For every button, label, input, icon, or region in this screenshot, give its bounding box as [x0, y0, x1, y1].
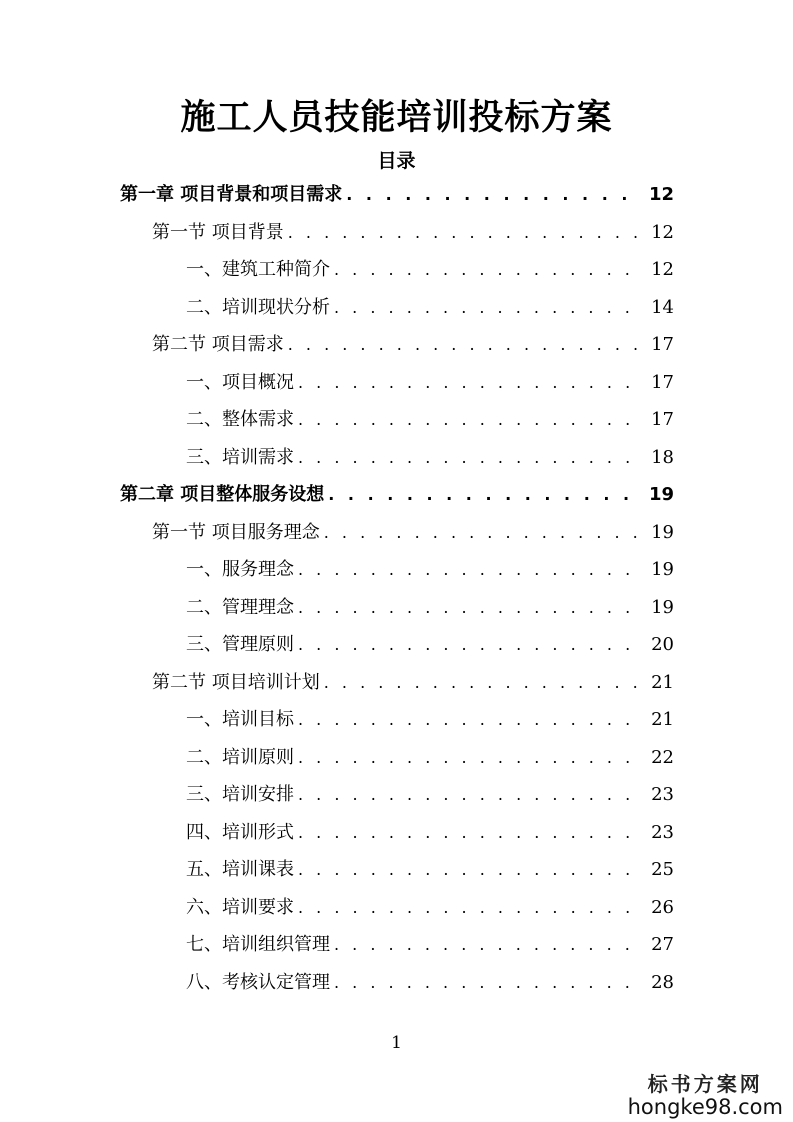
toc-entry-label: 七、培训组织管理	[186, 934, 330, 955]
toc-entry[interactable]	[186, 293, 674, 323]
toc-dot-leader	[298, 373, 642, 392]
toc-entry[interactable]	[186, 780, 674, 810]
toc-entry[interactable]	[186, 555, 674, 585]
toc-heading: 目录	[377, 150, 416, 172]
toc-dot-leader	[346, 185, 642, 204]
toc-dot-leader	[298, 598, 642, 617]
toc-entry-label: 第一节 项目服务理念	[152, 521, 320, 543]
toc-dot-leader	[298, 898, 642, 917]
toc-entry[interactable]	[152, 330, 674, 360]
toc-dot-leader	[298, 560, 642, 579]
toc-entry[interactable]	[186, 443, 674, 473]
toc-entry-label: 八、考核认定管理	[186, 971, 330, 993]
toc-entry-page: 19	[651, 596, 674, 618]
toc-entry-label: 第二章 项目整体服务设想	[120, 484, 325, 505]
toc-entry-page: 18	[651, 446, 674, 468]
watermark-url: hongke98.com	[627, 1095, 783, 1119]
watermark-logo	[628, 1068, 783, 1119]
toc-entry-label: 二、管理理念	[186, 596, 294, 618]
toc-entry[interactable]	[186, 255, 674, 285]
toc-dot-leader	[324, 673, 642, 692]
toc-entry-page: 27	[651, 934, 674, 955]
toc-entry-page: 17	[651, 409, 674, 430]
toc-entry-page: 14	[651, 296, 674, 318]
page-number: 1	[391, 1033, 402, 1053]
toc-entry[interactable]	[120, 480, 674, 510]
toc-entry-label: 六、培训要求	[186, 896, 294, 918]
toc-entry-label: 五、培训课表	[186, 859, 294, 880]
toc-dot-leader	[328, 485, 642, 504]
toc-entry-page: 21	[651, 709, 674, 730]
toc-dot-leader	[334, 260, 642, 279]
toc-entry-page: 12	[651, 221, 674, 243]
toc-entry[interactable]	[186, 968, 674, 998]
toc-entry-page: 19	[648, 484, 674, 505]
toc-entry-label: 第二节 项目培训计划	[152, 671, 320, 693]
toc-entry-page: 26	[651, 896, 674, 918]
toc-entry-page: 12	[651, 259, 674, 280]
toc-entry[interactable]	[186, 818, 674, 848]
toc-dot-leader	[334, 973, 642, 992]
toc-entry[interactable]	[186, 630, 674, 660]
toc-dot-leader	[324, 523, 642, 542]
toc-entry-label: 一、项目概况	[186, 371, 294, 393]
toc-entry[interactable]	[186, 705, 674, 735]
toc-entry-label: 二、培训现状分析	[186, 296, 330, 318]
toc-entry-label: 三、培训需求	[186, 446, 294, 468]
toc-entry[interactable]	[120, 180, 674, 210]
toc-dot-leader	[298, 748, 642, 767]
toc-entry-label: 第一章 项目背景和项目需求	[120, 184, 343, 205]
toc-entry-page: 22	[651, 746, 674, 768]
toc-entry-page: 21	[651, 671, 674, 693]
toc-dot-leader	[288, 335, 642, 354]
toc-dot-leader	[288, 223, 642, 242]
toc-dot-leader	[298, 785, 642, 804]
toc-entry-label: 四、培训形式	[186, 821, 294, 843]
toc-entry-label: 第二节 项目需求	[152, 334, 284, 355]
toc-entry[interactable]	[186, 743, 674, 773]
toc-entry-label: 一、培训目标	[186, 709, 294, 730]
toc-entry-label: 第一节 项目背景	[152, 221, 284, 243]
toc-entry[interactable]	[152, 518, 674, 548]
toc-entry-page: 19	[651, 559, 674, 580]
toc-entry-label: 二、整体需求	[186, 409, 294, 430]
document-title: 施工人员技能培训投标方案	[180, 98, 613, 138]
toc-entry-page: 23	[651, 821, 674, 843]
toc-dot-leader	[298, 410, 642, 429]
toc-entry-page: 17	[651, 371, 674, 393]
toc-entry[interactable]	[152, 218, 674, 248]
toc-dot-leader	[334, 935, 642, 954]
toc-entry-page: 19	[651, 521, 674, 543]
toc-entry-page: 25	[651, 859, 674, 880]
watermark-name: 标书方案网	[647, 1072, 763, 1096]
toc-entry-page: 20	[651, 634, 674, 655]
toc-entry-label: 三、管理原则	[186, 634, 294, 655]
toc-entry-label: 一、建筑工种简介	[186, 259, 330, 280]
toc-dot-leader	[298, 448, 642, 467]
toc-entry[interactable]	[186, 593, 674, 623]
toc-dot-leader	[298, 860, 642, 879]
toc-entry[interactable]	[186, 930, 674, 960]
toc-entry[interactable]	[186, 893, 674, 923]
toc-entry[interactable]	[152, 668, 674, 698]
toc-dot-leader	[298, 823, 642, 842]
toc-entry[interactable]	[186, 368, 674, 398]
toc-entry-label: 二、培训原则	[186, 746, 294, 768]
toc-entry-page: 17	[651, 334, 674, 355]
toc-dot-leader	[298, 635, 642, 654]
toc-entry-page: 12	[648, 184, 674, 205]
toc-dot-leader	[334, 298, 642, 317]
toc-entry-label: 一、服务理念	[186, 559, 294, 580]
toc-entry-page: 28	[651, 971, 674, 993]
toc-entry[interactable]	[186, 855, 674, 885]
toc-dot-leader	[298, 710, 642, 729]
toc-entry-label: 三、培训安排	[186, 784, 294, 805]
toc-entry[interactable]	[186, 405, 674, 435]
toc-entry-page: 23	[651, 784, 674, 805]
